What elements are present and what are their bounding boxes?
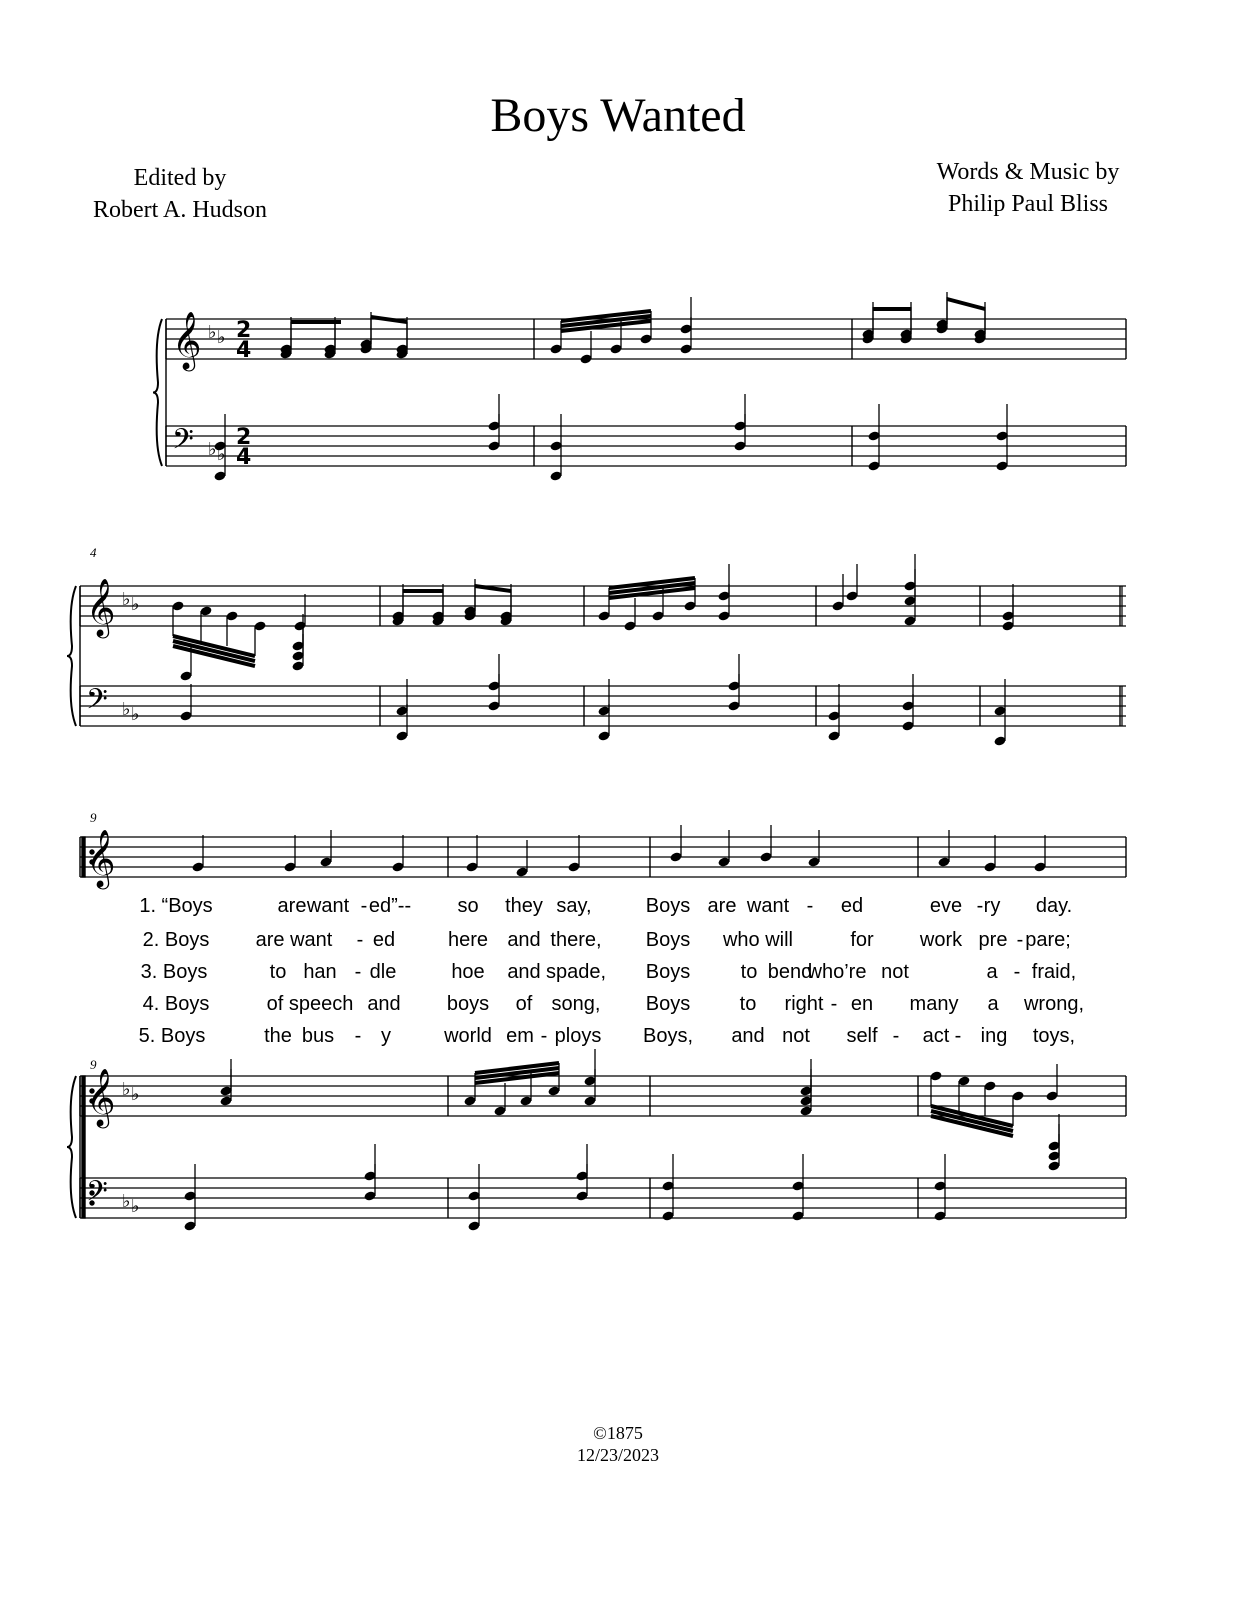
clefs-and-signatures [86, 311, 251, 1217]
lyric-syllable: - [954, 1025, 962, 1047]
flat-sign-icon: ♭ [208, 322, 217, 343]
flat-sign-icon: ♭ [131, 1196, 140, 1217]
lyric-syllable: ploys [554, 1025, 602, 1047]
lyric-syllable: they [505, 895, 543, 917]
bass-clef-icon: 𝄢 [86, 1175, 108, 1215]
lyric-syllable: so [457, 895, 479, 917]
lyric-syllable: many [909, 993, 959, 1015]
composer-label: Words & Music by [936, 159, 1120, 185]
lyric-syllable: song, [551, 993, 601, 1015]
lyric-syllable: to [269, 961, 287, 983]
flat-sign-icon: ♭ [131, 594, 140, 615]
lyric-syllable: toys, [1032, 1025, 1076, 1047]
lyric-syllable: and [507, 929, 541, 951]
lyric-syllable: 3. Boys [140, 961, 208, 983]
lyric-syllable: Boys [645, 895, 691, 917]
lyric-syllable: bus [301, 1025, 335, 1047]
lyric-syllable: want [746, 895, 790, 917]
lyric-syllable: - [892, 1025, 900, 1047]
lyric-syllable: for [850, 929, 874, 951]
lyric-syllable: - [540, 1025, 548, 1047]
lyric-syllable: the [264, 1025, 292, 1047]
lyric-syllable: - [1013, 961, 1021, 983]
lyric-syllable: ed [372, 929, 396, 951]
lyric-syllable: - [1016, 929, 1024, 951]
lyric-syllable: Boys, [642, 1025, 694, 1047]
time-signature: 4 [236, 338, 252, 363]
flat-sign-icon: ♭ [208, 439, 217, 460]
lyric-syllable: there, [550, 929, 602, 951]
lyric-syllable: who will [722, 929, 794, 951]
lyric-syllable: of [515, 993, 533, 1015]
measure-number-4: 4 [90, 545, 97, 560]
lyric-syllable: act [922, 1025, 950, 1047]
lyric-syllable: are want [255, 929, 333, 951]
lyric-syllable: work [919, 929, 963, 951]
lyric-syllable: han [303, 961, 337, 983]
lyric-syllable: 2. Boys [142, 929, 210, 951]
lyric-syllable: eve [929, 895, 963, 917]
lyric-syllable: are [277, 895, 307, 917]
lyric-syllable: Boys [645, 929, 691, 951]
lyric-syllable: 5. Boys [138, 1025, 206, 1047]
lyric-syllable: 4. Boys [142, 993, 210, 1015]
lyric-syllable: and [367, 993, 401, 1015]
lyric-syllable: wrong, [1023, 993, 1085, 1015]
time-signature: 2 [236, 425, 252, 450]
measure-number-9-melody: 9 [90, 810, 97, 825]
lyric-syllable: not [881, 961, 909, 983]
lyric-syllable: - [360, 895, 368, 917]
bass-clef-icon: 𝄢 [86, 683, 108, 723]
lyric-syllable: day. [1035, 895, 1073, 917]
lyric-syllable: em [506, 1025, 534, 1047]
lyric-syllable: - [354, 1025, 362, 1047]
lyric-syllable: self [846, 1025, 878, 1047]
notes [171, 292, 1060, 1232]
lyric-syllable: a [986, 961, 998, 983]
lyric-syllable: pare; [1025, 929, 1071, 951]
lyric-syllable: hoe [451, 961, 485, 983]
bass-clef-icon: 𝄢 [172, 423, 194, 463]
editor-label: Edited by [133, 165, 227, 191]
revision-date: 12/23/2023 [576, 1445, 659, 1465]
footer [0, 1422, 1236, 1466]
lyric-syllable: pre [978, 929, 1008, 951]
lyric-syllable: ing [980, 1025, 1008, 1047]
treble-clef-icon: 𝄞 [86, 578, 116, 636]
lyric-syllable: bend [767, 961, 813, 983]
page-title: Boys Wanted [490, 89, 746, 142]
lyric-syllable: a [987, 993, 999, 1015]
lyric-syllable: not [782, 1025, 810, 1047]
lyric-syllable: right [784, 993, 824, 1015]
flat-sign-icon: ♭ [122, 1191, 131, 1212]
lyric-syllable: ed”-- [368, 895, 412, 917]
flat-sign-icon: ♭ [122, 589, 131, 610]
treble-clef-icon: 𝄞 [86, 1068, 116, 1126]
time-signature: 2 [236, 318, 252, 343]
lyric-syllable: fraid, [1031, 961, 1077, 983]
lyric-syllable: spade, [545, 961, 607, 983]
lyric-syllable: dle [369, 961, 397, 983]
time-signature: 4 [236, 445, 252, 470]
lyric-syllable: who’re [807, 961, 867, 983]
lyric-syllable: world [444, 1025, 492, 1047]
flat-sign-icon: ♭ [122, 1079, 131, 1100]
copyright-year: ©1875 [593, 1423, 643, 1443]
lyric-syllable: - [806, 895, 814, 917]
lyric-syllable: are [707, 895, 737, 917]
composer-name: Philip Paul Bliss [947, 191, 1109, 217]
lyric-syllable: y [381, 1025, 391, 1047]
lyric-syllable: ry [983, 895, 1001, 917]
flat-sign-icon: ♭ [217, 327, 226, 348]
lyric-syllable: Boys [645, 961, 691, 983]
editor-name: Robert A. Hudson [93, 197, 267, 223]
lyric-syllable: of speech [266, 993, 354, 1015]
flat-sign-icon: ♭ [217, 444, 226, 465]
lyric-syllable: to [739, 993, 757, 1015]
lyric-syllable: want [306, 895, 350, 917]
measure-number-9-piano: 9 [90, 1057, 97, 1072]
lyric-syllable: - [354, 961, 362, 983]
lyric-syllable: Boys [645, 993, 691, 1015]
flat-sign-icon: ♭ [131, 1084, 140, 1105]
lyric-syllable: to [740, 961, 758, 983]
lyric-syllable: here [447, 929, 489, 951]
lyric-syllable: - [976, 895, 984, 917]
lyric-syllable: - [830, 993, 838, 1015]
treble-clef-icon: 𝄞 [86, 829, 116, 887]
lyric-syllable: ed [840, 895, 864, 917]
lyric-syllable: en [850, 993, 874, 1015]
lyric-syllable: 1. “Boys [139, 895, 213, 917]
flat-sign-icon: ♭ [122, 699, 131, 720]
flat-sign-icon: ♭ [131, 704, 140, 725]
lyric-syllable: and [731, 1025, 765, 1047]
lyric-syllable: say, [556, 895, 592, 917]
treble-clef-icon: 𝄞 [172, 311, 202, 369]
lyric-syllable: and [507, 961, 541, 983]
lyric-syllable: boys [446, 993, 490, 1015]
lyric-syllable: - [356, 929, 364, 951]
